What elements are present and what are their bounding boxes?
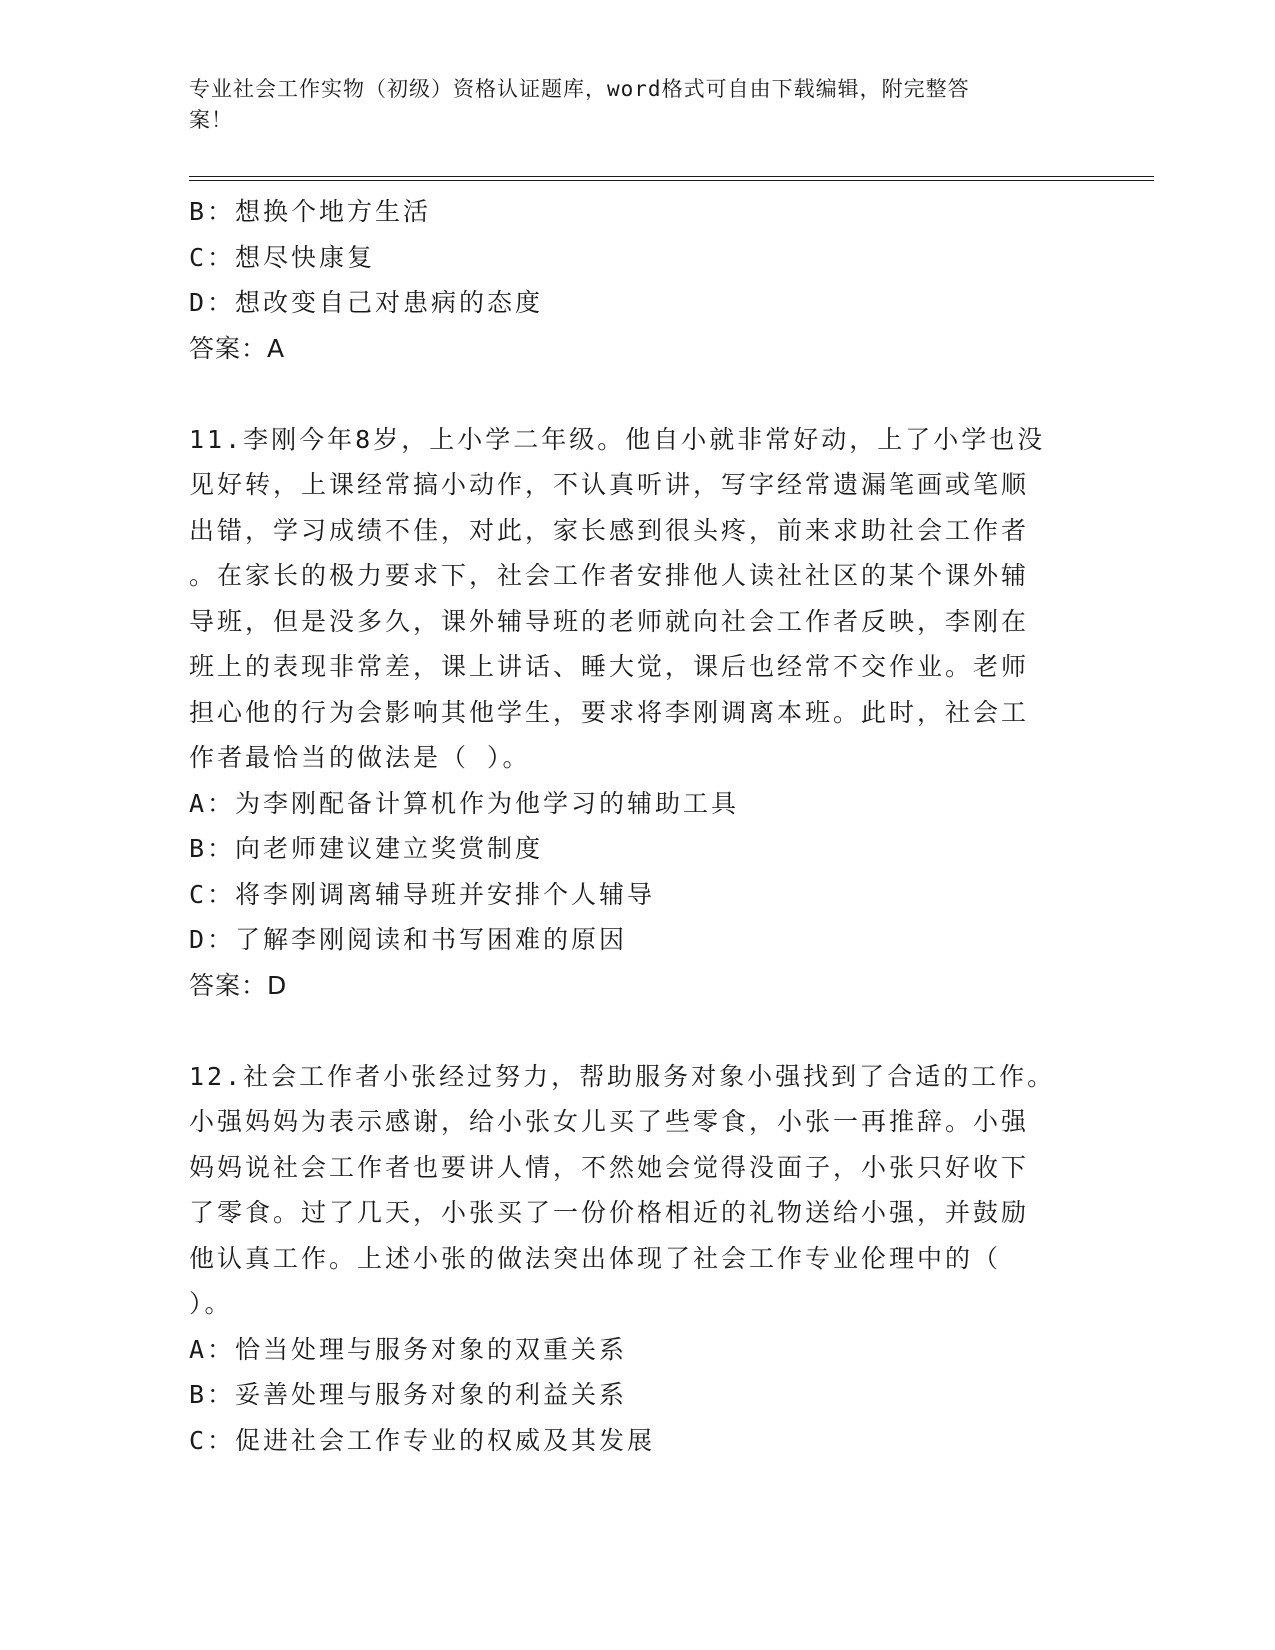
option-b: B：想换个地方生活	[189, 197, 432, 226]
spacer	[189, 371, 1084, 417]
question-stem-line: 。在家长的极力要求下，社会工作者安排他人读社社区的某个课外辅	[189, 561, 1030, 590]
option-b: B：向老师建议建立奖赏制度	[189, 834, 544, 863]
question-stem-line: 班上的表现非常差，课上讲话、睡大觉，课后也经常不交作业。老师	[189, 652, 1030, 681]
option-d: D：想改变自己对患病的态度	[189, 288, 544, 317]
question-stem-line: 导班，但是没多久，课外辅导班的老师就向社会工作者反映，李刚在	[189, 606, 1030, 636]
question-stem-line: 见好转，上课经常搞小动作，不认真听讲，写字经常遗漏笔画或笔顺	[189, 470, 1030, 499]
question-stem-line: 出错，学习成绩不佳，对此，家长感到很头疼，前来求助社会工作者	[189, 515, 1030, 545]
page-header	[189, 74, 1069, 136]
question-stem-line: 他认真工作。上述小张的做法突出体现了社会工作专业伦理中的（	[189, 1243, 1002, 1273]
option-b: B：妥善处理与服务对象的利益关系	[189, 1380, 628, 1409]
question-stem-line: 妈妈说社会工作者也要讲人情，不然她会觉得没面子，小张只好收下	[189, 1152, 1030, 1182]
question-11	[189, 417, 1084, 1009]
question-10-tail	[189, 189, 1084, 371]
document-body	[189, 189, 1084, 1463]
question-12	[189, 1054, 1084, 1464]
option-c: C：将李刚调离辅导班并安排个人辅导	[189, 879, 656, 909]
question-stem-line: 12.社会工作者小张经过努力，帮助服务对象小强找到了合适的工作。	[189, 1061, 1056, 1091]
answer-line: 答案：D	[189, 970, 288, 1000]
option-a: A：为李刚配备计算机作为他学习的辅助工具	[189, 788, 740, 818]
question-stem-line: 担心他的行为会影响其他学生，要求将李刚调离本班。此时，社会工	[189, 697, 1030, 727]
question-stem-line: 小强妈妈为表示感谢，给小张女儿买了些零食，小张一再推辞。小强	[189, 1107, 1030, 1136]
option-c: C：想尽快康复	[189, 242, 376, 272]
question-stem-line: 作者最恰当的做法是（ ）。	[189, 743, 531, 772]
question-stem-line: 了零食。过了几天，小张买了一份价格相近的礼物送给小强，并鼓励	[189, 1198, 1030, 1227]
header-line-1: 专业社会工作实物（初级）资格认证题库，word格式可自由下载编辑，附完整答	[189, 77, 970, 101]
header-double-rule	[189, 176, 1154, 181]
question-stem-line: 11.李刚今年8岁，上小学二年级。他自小就非常好动，上了小学也没	[189, 424, 1046, 454]
option-c: C：促进社会工作专业的权威及其发展	[189, 1425, 656, 1455]
option-a: A：恰当处理与服务对象的双重关系	[189, 1334, 628, 1364]
header-line-2: 案！	[189, 108, 233, 132]
option-d: D：了解李刚阅读和书写困难的原因	[189, 925, 628, 954]
answer-line: 答案：A	[189, 333, 286, 363]
spacer	[189, 1008, 1084, 1054]
question-stem-line: ）。	[189, 1289, 233, 1318]
